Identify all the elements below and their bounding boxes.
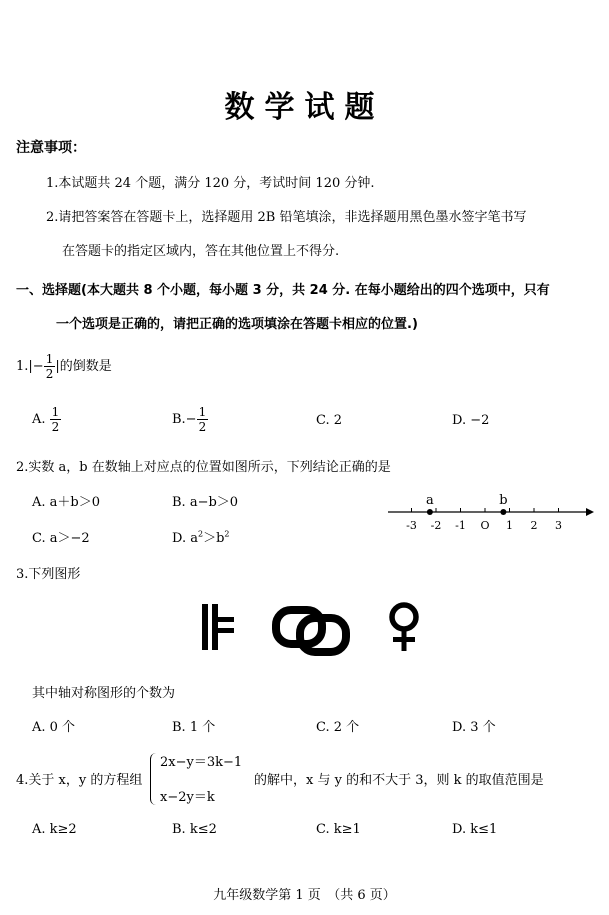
q1-option-b-num: 1 xyxy=(198,405,207,419)
question-4-suffix: 的解中，x 与 y 的和不大于 3，则 k 的取值范围是 xyxy=(254,773,544,788)
q1-option-d: D. −2 xyxy=(452,413,490,428)
q1-frac-den: 2 xyxy=(45,367,54,381)
question-1-stem xyxy=(16,352,112,381)
q1-option-b-fraction xyxy=(197,405,209,434)
q2-option-d-mid: ＞b xyxy=(203,531,225,546)
section1-intro-cont: 一个选项是正确的，请把正确的选项填涂在答题卡相应的位置.) xyxy=(56,317,418,332)
number-line-tick-label: -1 xyxy=(455,519,466,532)
q1-option-a-num: 1 xyxy=(51,405,60,419)
number-line-tick-label: 3 xyxy=(555,519,562,532)
q4-equation-2: x−2y＝k xyxy=(160,790,215,805)
q1-abs-open: |− xyxy=(28,359,44,374)
q2-option-d-sup2: 2 xyxy=(224,529,230,539)
q4-equation-1: 2x−y＝3k−1 xyxy=(160,755,243,770)
section1-intro: 一、选择题(本大题共 8 个小题，每小题 3 分，共 24 分. 在每小题给出的四个选项中，只有 xyxy=(16,283,550,298)
equation-brace xyxy=(150,753,158,805)
q2-option-a: A. a＋b＞0 xyxy=(32,495,100,510)
q3-option-c: C. 2 个 xyxy=(316,720,360,735)
q3-question: 其中轴对称图形的个数为 xyxy=(32,686,176,701)
female-symbol-circle xyxy=(392,605,416,629)
q1-option-c: C. 2 xyxy=(316,413,343,428)
bracket-bar-right xyxy=(212,604,218,650)
female-symbol-cross xyxy=(393,637,415,642)
q4-option-d: D. k≤1 xyxy=(452,822,498,837)
q1-prefix: 1. xyxy=(16,359,29,374)
q1-option-a-label: A. xyxy=(32,412,46,427)
question-2-stem: 2.实数 a，b 在数轴上对应点的位置如图所示，下列结论正确的是 xyxy=(16,460,391,475)
notice-item-2: 2.请把答案答在答题卡上，选择题用 2B 铅笔填涂，非选择题用黑色墨水签字笔书写 xyxy=(46,210,527,225)
chain-links-figure xyxy=(268,602,358,658)
number-line-point-b-label: b xyxy=(499,493,508,508)
q1-frac-num: 1 xyxy=(45,352,54,366)
question-4-prefix: 4.关于 x，y 的方程组 xyxy=(16,773,143,788)
number-line-point-b xyxy=(500,509,506,515)
page-footer: 九年级数学第 1 页 （共 6 页） xyxy=(213,888,396,903)
number-line-figure xyxy=(380,488,595,538)
bracket-tick-top xyxy=(218,617,234,622)
q2-option-b: B. a−b＞0 xyxy=(172,495,239,510)
number-line-arrow xyxy=(586,508,594,516)
q1-option-a xyxy=(32,405,61,434)
q1-option-a-fraction xyxy=(50,405,62,434)
q2-option-d-a: D. a xyxy=(172,531,198,546)
number-line-point-a xyxy=(427,509,433,515)
q2-option-d-sup1: 2 xyxy=(197,529,204,539)
q4-option-c: C. k≥1 xyxy=(316,822,361,837)
bracket-bar-left xyxy=(202,604,208,650)
q2-option-c: C. a＞−2 xyxy=(32,531,90,546)
number-line-tick-label: 1 xyxy=(506,519,513,532)
number-line-tick-label: 2 xyxy=(530,519,538,532)
notice-heading: 注意事项： xyxy=(16,140,86,156)
q1-option-b-label: B.− xyxy=(172,412,197,427)
q1-option-b xyxy=(172,405,208,434)
q1-suffix: 的倒数是 xyxy=(59,359,112,374)
q4-option-b: B. k≤2 xyxy=(172,822,217,837)
bracket-symbol-figure xyxy=(196,598,246,654)
number-line-tick-label: O xyxy=(480,519,490,532)
q3-option-a: A. 0 个 xyxy=(32,720,76,735)
number-line-tick-label: -3 xyxy=(406,519,417,532)
number-line-point-a-label: a xyxy=(425,493,434,508)
question-3-stem: 3.下列图形 xyxy=(16,567,81,582)
notice-item-1: 1.本试题共 24 个题，满分 120 分，考试时间 120 分钟. xyxy=(46,176,375,191)
q1-option-b-den: 2 xyxy=(198,420,207,434)
q1-fraction xyxy=(44,352,56,381)
q1-option-a-den: 2 xyxy=(51,420,60,434)
notice-item-2-cont: 在答题卡的指定区域内，答在其他位置上不得分. xyxy=(62,244,340,259)
q3-option-b: B. 1 个 xyxy=(172,720,216,735)
q1-abs-close: | xyxy=(55,359,60,374)
page-title: 数学试题 xyxy=(224,90,385,125)
number-line-tick-label: -2 xyxy=(430,519,442,532)
q2-option-d xyxy=(172,527,230,546)
q3-option-d: D. 3 个 xyxy=(452,720,496,735)
bracket-tick-bottom xyxy=(218,628,234,633)
q4-option-a: A. k≥2 xyxy=(32,822,77,837)
female-symbol-figure xyxy=(384,598,428,656)
